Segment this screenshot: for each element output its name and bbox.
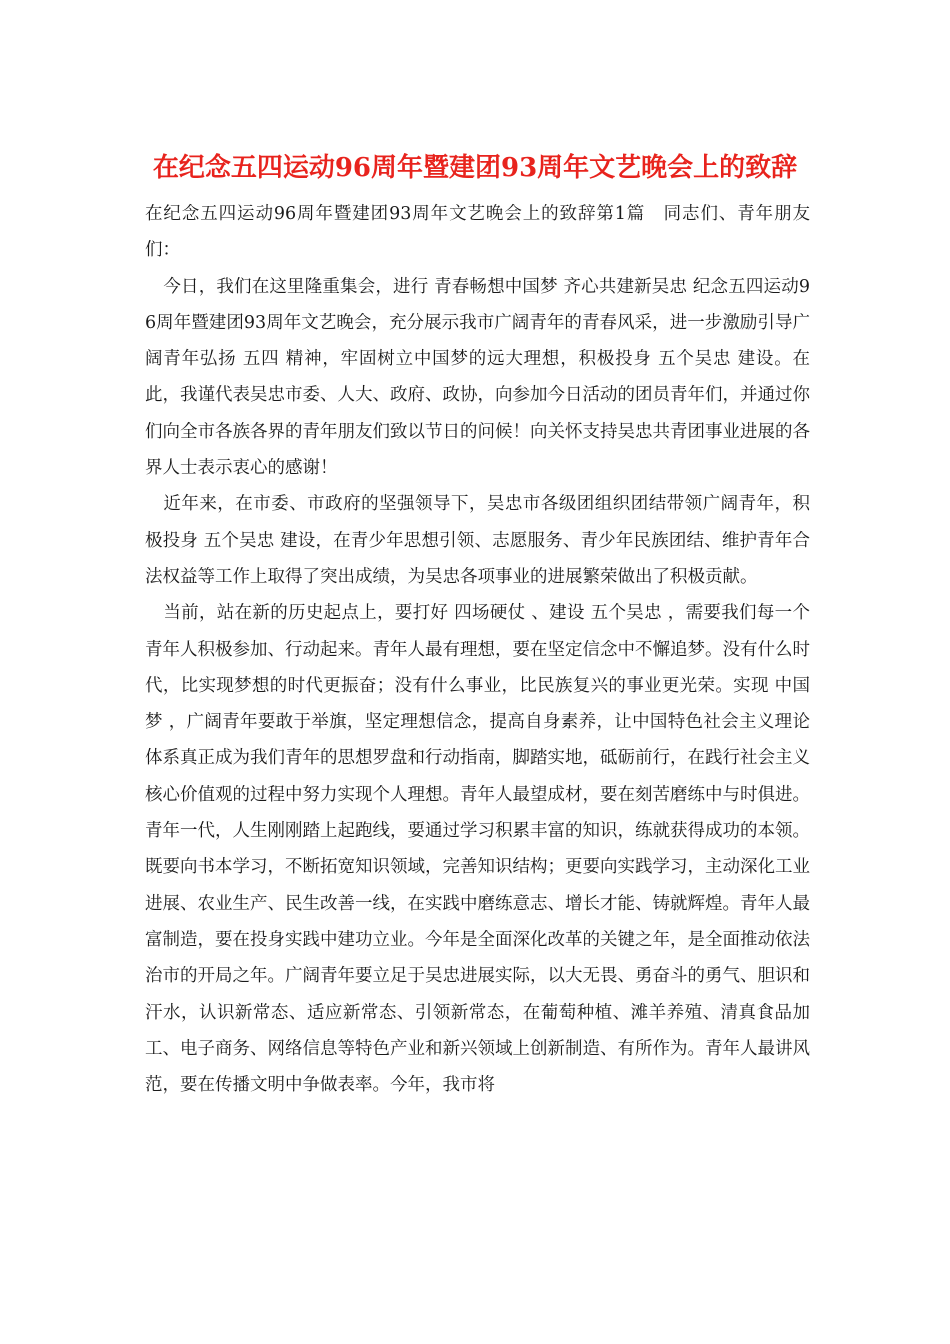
paragraph-opening: 今日，我们在这里隆重集会，进行 青春畅想中国梦 齐心共建新吴忠 纪念五四运动96周年暨建团93周年文艺晚会，充分展示我市广阔青年的青春风采，进一步激励引导广阔青年弘扬 五四 精神，牢固树立中国梦的远大理想，积极投身 五个吴忠 建设。在此，我谨代表吴忠市委、人大、政府、政协，向参加今日活动的团员青年们，并通过你们向全市各族各界的青年朋友们致以节日的问候！向关怀支持吴忠共青团事业进展的各界人士表示衷心的感谢！ (145, 276, 810, 479)
paragraph-heading-greeting: 在纪念五四运动96周年暨建团93周年文艺晚会上的致辞第1篇 同志们、青年朋友们： (145, 204, 810, 261)
document-title: 在纪念五四运动96周年暨建团93周年文艺晚会上的致辞 (152, 153, 798, 183)
document-body (145, 196, 810, 1103)
paragraph-call-to-action: 当前，站在新的历史起点上，要打好 四场硬仗 、建设 五个吴忠 ，需要我们每一个青年人积极参加、行动起来。青年人最有理想，要在坚定信念中不懈追梦。没有什么时代，比实现梦想的时代更振奋；没有什么事业，比民族复兴的事业更光荣。实现 中国梦 ，广阔青年要敢于举旗，坚定理想信念，提高自身素养，让中国特色社会主义理论体系真正成为我们青年的思想罗盘和行动指南，脚踏实地，砥砺前行，在践行社会主义核心价值观的过程中努力实现个人理想。青年人最望成材，要在刻苦磨练中与时俱进。青年一代，人生刚刚踏上起跑线，要通过学习积累丰富的知识，练就获得成功的本领。既要向书本学习，不断拓宽知识领域，完善知识结构；更要向实践学习，主动深化工业进展、农业生产、民生改善一线，在实践中磨练意志、增长才能、铸就辉煌。青年人最富制造，要在投身实践中建功立业。今年是全面深化改革的关键之年，是全面推动依法治市的开局之年。广阔青年要立足于吴忠进展实际，以大无畏、勇奋斗的勇气、胆识和汗水，认识新常态、适应新常态、引领新常态，在葡萄种植、滩羊养殖、清真食品加工、电子商务、网络信息等特色产业和新兴领域上创新制造、有所作为。青年人最讲风范，要在传播文明中争做表率。今年，我市将 (145, 603, 810, 1096)
paragraph-achievements: 近年来，在市委、市政府的坚强领导下，吴忠市各级团组织团结带领广阔青年，积极投身 五个吴忠 建设，在青少年思想引领、志愿服务、青少年民族团结、维护青年合法权益等工作上取得了突出成绩，为吴忠各项事业的进展繁荣做出了积极贡献。 (145, 494, 810, 587)
